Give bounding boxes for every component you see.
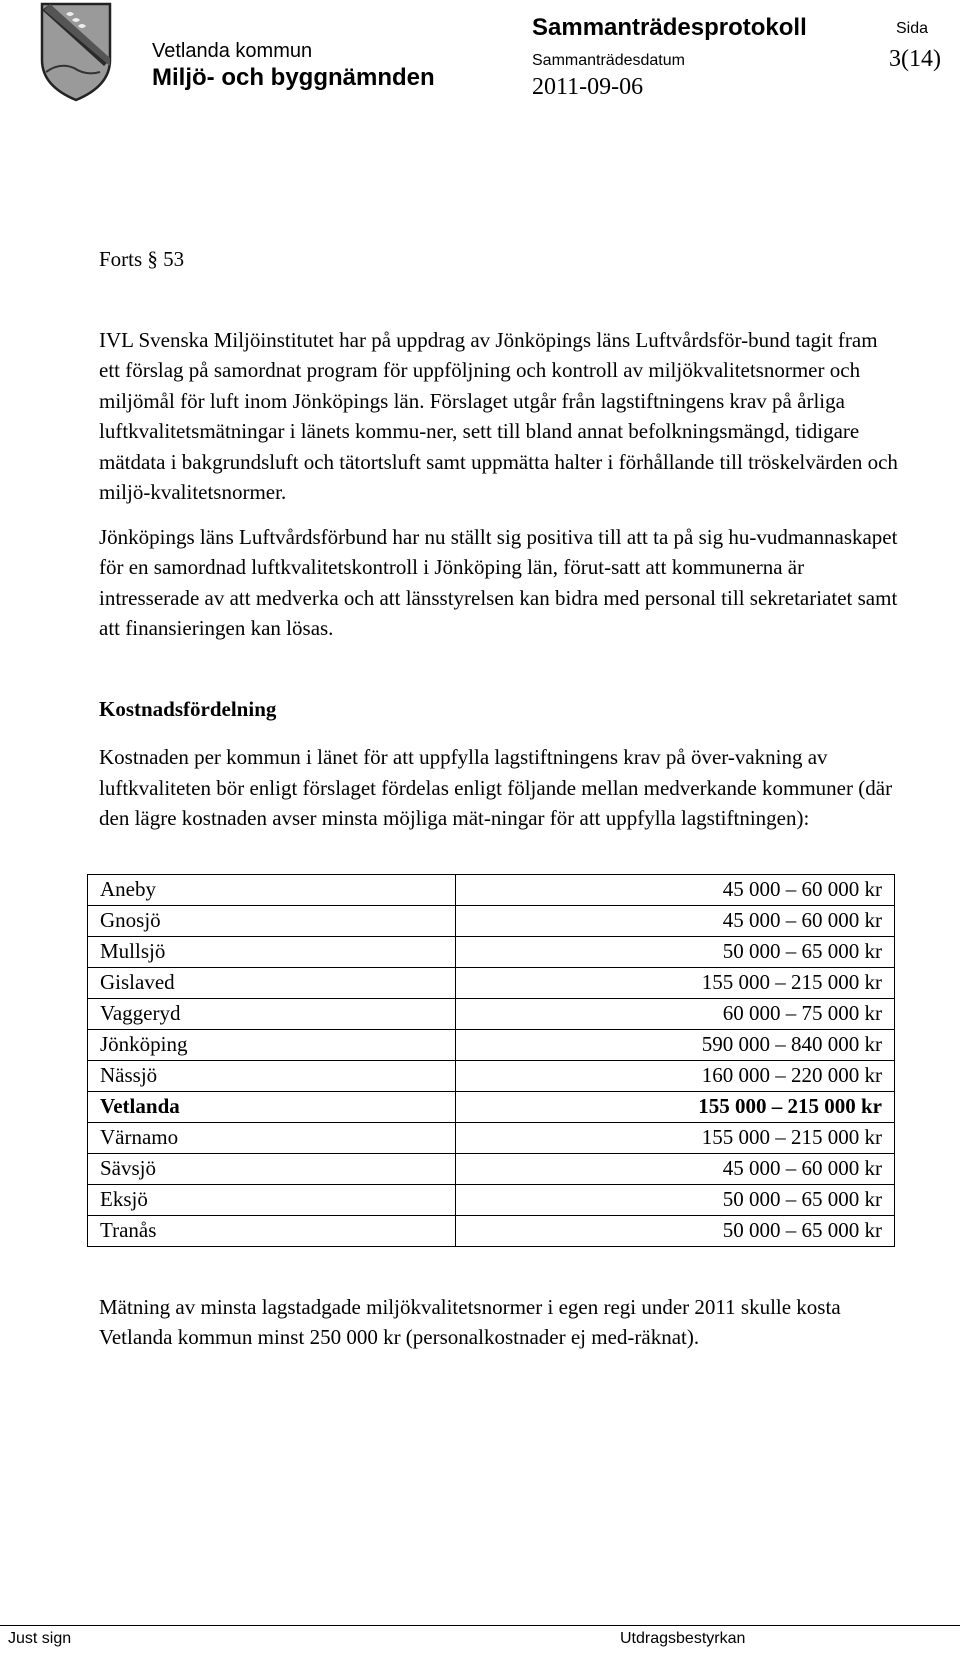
paragraph-ivl-proposal: IVL Svenska Miljöinstitutet har på uppdrag av Jönköpings läns Luftvårdsför-bund tagit fram ett förslag på samordnat program för uppföljning och kontroll av miljökvalitetsnormer och miljömål för luft inom Jönköpings län. Förslaget utgår från lagstiftningens krav på årliga luftkvalitetsmätningar i länets kommu-ner, sett till bland annat befolkningsmängd, tidigare mätdata i bakgrundsluft och tätortsluft samt uppmätta halter i förhållande till tröskelvärden och miljö-kvalitetsnormer. (99, 327, 898, 504)
table-row (88, 967, 895, 998)
municipality-cell: Sävsjö (88, 1153, 456, 1184)
page-label: Sida (896, 20, 929, 37)
table-row (88, 1091, 895, 1122)
table-row (88, 1060, 895, 1091)
cost-cell: 45 000 – 60 000 kr (456, 905, 895, 936)
cost-cell: 45 000 – 60 000 kr (456, 1153, 895, 1184)
paragraph-air-association: Jönköpings läns Luftvårdsförbund har nu ställt sig positiva till att ta på sig hu-vudmannaskapet för en samordnad luftkvalitetskontroll i Jönköping län, förut-satt att kommunerna är intresserade av att medverka och att länsstyrelsen kan bidra med personal till sekretariatet samt att finansieringen kan lösas. (99, 524, 898, 640)
municipality-cell: Nässjö (88, 1060, 456, 1091)
meeting-date-label: Sammanträdesdatum (532, 52, 685, 69)
coat-of-arms-icon (40, 2, 112, 102)
page-number: 3(14) (889, 46, 941, 72)
table-row (88, 1153, 895, 1184)
table-row (88, 1215, 895, 1246)
municipality-cell: Vaggeryd (88, 998, 456, 1029)
table-row (88, 1184, 895, 1215)
municipality-cell: Jönköping (88, 1029, 456, 1060)
signature-label: Just sign (8, 1630, 72, 1647)
document-type: Sammanträdesprotokoll (532, 14, 807, 41)
cost-cell: 45 000 – 60 000 kr (456, 874, 895, 905)
table-row (88, 936, 895, 967)
municipality-cell: Mullsjö (88, 936, 456, 967)
vetlanda-cost-note: Mätning av minsta lagstadgade miljökvalitetsnormer i egen regi under 2011 skulle kosta Vetlanda kommun minst 250 000 kr (personalkostnader ej med-räknat). (99, 1294, 841, 1349)
footer-divider (0, 1625, 960, 1626)
board-name: Miljö- och byggnämnden (152, 64, 435, 91)
table-row (88, 998, 895, 1029)
organization-name: Vetlanda kommun (152, 40, 313, 62)
municipality-cell: Tranås (88, 1215, 456, 1246)
protocol-body (99, 244, 899, 1353)
cost-cell: 160 000 – 220 000 kr (456, 1060, 895, 1091)
table-row (88, 1029, 895, 1060)
municipality-cell: Gislaved (88, 967, 456, 998)
cost-cell: 155 000 – 215 000 kr (456, 1122, 895, 1153)
municipality-cell: Gnosjö (88, 905, 456, 936)
cost-cell: 155 000 – 215 000 kr (456, 967, 895, 998)
extract-certification-label: Utdragsbestyrkan (620, 1630, 746, 1647)
municipality-cell: Värnamo (88, 1122, 456, 1153)
section-continuation: Forts § 53 (99, 247, 185, 271)
table-row (88, 874, 895, 905)
table-intro-paragraph: Kostnaden per kommun i länet för att uppfylla lagstiftningens krav på över-vakning av luftkvaliteten bör enligt förslaget fördelas enligt följande mellan medverkande kommuner (där den lägre kostnaden avser minsta möjliga mät-ningar för att uppfylla lagstiftningen): (99, 745, 893, 830)
cost-cell: 60 000 – 75 000 kr (456, 998, 895, 1029)
cost-cell: 590 000 – 840 000 kr (456, 1029, 895, 1060)
municipality-cell: Eksjö (88, 1184, 456, 1215)
meeting-date: 2011-09-06 (532, 74, 644, 100)
cost-table (87, 874, 895, 1247)
table-row (88, 905, 895, 936)
cost-cell: 50 000 – 65 000 kr (456, 1215, 895, 1246)
municipality-cell: Aneby (88, 874, 456, 905)
cost-cell: 155 000 – 215 000 kr (456, 1091, 895, 1122)
section-heading: Kostnadsfördelning (99, 696, 277, 721)
cost-cell: 50 000 – 65 000 kr (456, 1184, 895, 1215)
table-row (88, 1122, 895, 1153)
cost-cell: 50 000 – 65 000 kr (456, 936, 895, 967)
municipality-cell: Vetlanda (88, 1091, 456, 1122)
